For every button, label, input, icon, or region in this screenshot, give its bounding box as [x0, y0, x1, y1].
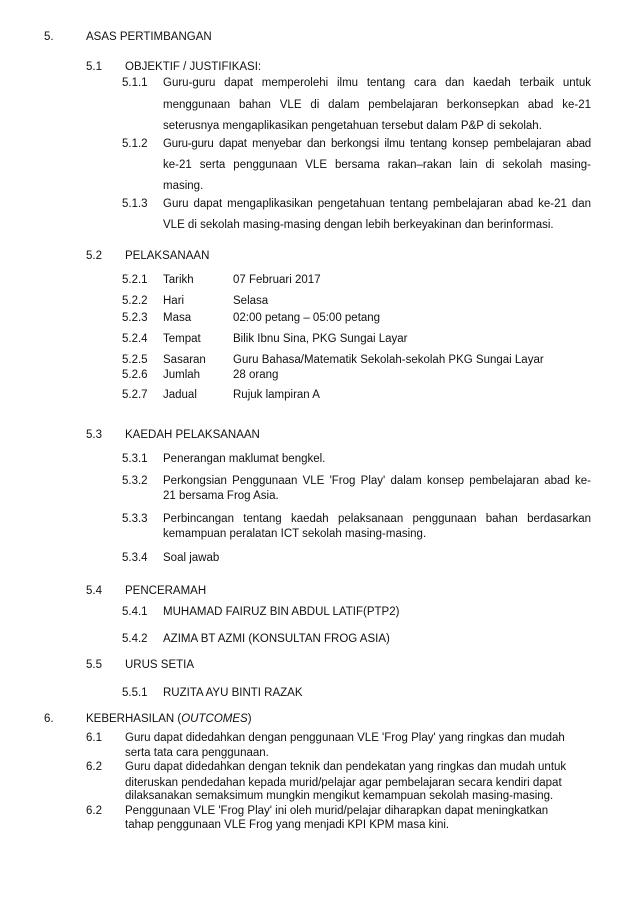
item-5-1-2-line: masing. [163, 180, 204, 192]
item-5-3-4-number: 5.3.4 [122, 552, 148, 564]
section-5-4-number: 5.4 [86, 585, 102, 597]
outcome-6-2-line: diteruskan pendedahan kepada murid/pelajar agar pembelajaran secara kendiri dapat [125, 777, 562, 789]
detail-5-2-5-value: Guru Bahasa/Matematik Sekolah-sekolah PKG Sungai Layar [233, 354, 544, 366]
detail-5-2-6-label: Jumlah [163, 369, 201, 381]
outcome-6-3-line: Penggunaan VLE 'Frog Play' ini oleh murid/pelajar diharapkan dapat meningkatkan [125, 805, 549, 817]
detail-5-2-3-label: Masa [163, 312, 192, 324]
outcome-6-1-number: 6.1 [86, 732, 102, 744]
speaker-5-4-2-name: AZIMA BT AZMI (KONSULTAN FROG ASIA) [163, 633, 390, 645]
item-5-3-1-line: Penerangan maklumat bengkel. [163, 453, 326, 465]
item-5-3-3-line: kemampuan peralatan ICT sekolah masing-masing. [163, 528, 427, 540]
outcome-6-2-line: Guru dapat didedahkan dengan teknik dan pendekatan yang ringkas dan mudah untuk [125, 761, 567, 773]
outcome-6-3-line: tahap penggunaan VLE Frog yang menjadi KPI KPM masa kini. [125, 819, 450, 831]
detail-5-2-6-number: 5.2.6 [122, 369, 148, 381]
section-6-title-italic: OUTCOMES [181, 713, 248, 725]
detail-5-2-5-number: 5.2.5 [122, 354, 148, 366]
detail-5-2-3-number: 5.2.3 [122, 312, 148, 324]
section-6-title [86, 712, 252, 726]
detail-5-2-2-value: Selasa [233, 295, 269, 307]
detail-5-2-1-number: 5.2.1 [122, 274, 148, 286]
item-5-3-2-line: 21 bersama Frog Asia. [163, 490, 279, 502]
outcome-6-2-number: 6.2 [86, 761, 102, 773]
section-5-title: ASAS PERTIMBANGAN [86, 31, 212, 43]
section-5-2-title: PELAKSANAAN [125, 250, 210, 262]
section-5-number: 5. [44, 31, 54, 43]
section-6-title-suffix: ) [247, 713, 252, 725]
item-5-3-1-number: 5.3.1 [122, 453, 148, 465]
section-6-title-prefix: KEBERHASILAN ( [86, 713, 182, 725]
speaker-5-4-2-number: 5.4.2 [122, 633, 148, 645]
detail-5-2-4-value: Bilik Ibnu Sina, PKG Sungai Layar [233, 333, 408, 345]
item-5-3-3-line: Perbincangan tentang kaedah pelaksanaan penggunaan bahan berdasarkan [163, 513, 591, 525]
detail-5-2-7-label: Jadual [163, 389, 197, 401]
outcome-6-2-line: dilaksanakan semaksimum mungkin mengikut kemampuan sekolah masing-masing. [125, 790, 554, 802]
detail-5-2-4-label: Tempat [163, 333, 201, 345]
item-5-1-3-line: Guru dapat mengaplikasikan pengetahuan tentang pembelajaran abad ke-21 dan [163, 198, 591, 210]
item-5-3-3-number: 5.3.3 [122, 513, 148, 525]
item-5-1-1-line: menggunaan bahan VLE di dalam pembelajaran berkonsepkan abad ke-21 [163, 99, 591, 111]
section-5-3-number: 5.3 [86, 429, 102, 441]
speaker-5-4-1-name: MUHAMAD FAIRUZ BIN ABDUL LATIF(PTP2) [163, 606, 400, 618]
detail-5-2-3-value: 02:00 petang – 05:00 petang [233, 312, 381, 324]
item-5-1-3-line: VLE di sekolah masing-masing dengan lebih berkeyakinan dan berinformasi. [163, 219, 554, 231]
detail-5-2-1-value: 07 Februari 2017 [233, 274, 321, 286]
item-5-1-1-line: Guru-guru dapat memperolehi ilmu tentang cara dan kaedah terbaik untuk [163, 77, 591, 89]
detail-5-2-5-label: Sasaran [163, 354, 206, 366]
item-5-1-1-line: seterusnya mengaplikasikan pengetahuan tersebut dalam P&P di sekolah. [163, 120, 542, 132]
item-5-3-2-number: 5.3.2 [122, 475, 148, 487]
secretariat-5-5-1-name: RUZITA AYU BINTI RAZAK [163, 687, 303, 699]
item-5-3-4-line: Soal jawab [163, 552, 220, 564]
item-5-1-2-line: ke-21 serta penggunaan VLE bersama rakan–rakan lain di sekolah masing- [163, 159, 591, 171]
detail-5-2-6-value: 28 orang [233, 369, 279, 381]
detail-5-2-2-label: Hari [163, 295, 185, 307]
section-5-2-number: 5.2 [86, 250, 102, 262]
section-5-1-title: OBJEKTIF / JUSTIFIKASI: [125, 61, 262, 73]
detail-5-2-2-number: 5.2.2 [122, 295, 148, 307]
item-5-1-2-line: Guru-guru dapat menyebar dan berkongsi ilmu tentang konsep pembelajaran abad [163, 138, 591, 150]
detail-5-2-7-number: 5.2.7 [122, 389, 148, 401]
detail-5-2-1-label: Tarikh [163, 274, 194, 286]
outcome-6-1-line: Guru dapat didedahkan dengan penggunaan VLE 'Frog Play' yang ringkas dan mudah [125, 732, 565, 744]
section-6-number: 6. [44, 713, 54, 725]
section-5-4-title: PENCERAMAH [125, 585, 207, 597]
section-5-5-title: URUS SETIA [125, 659, 195, 671]
detail-5-2-4-number: 5.2.4 [122, 333, 148, 345]
section-5-3-title: KAEDAH PELAKSANAAN [125, 429, 260, 441]
detail-5-2-7-value: Rujuk lampiran A [233, 389, 320, 401]
item-5-1-2-number: 5.1.2 [122, 138, 148, 150]
speaker-5-4-1-number: 5.4.1 [122, 606, 148, 618]
outcome-6-3-number: 6.2 [86, 805, 102, 817]
item-5-1-3-number: 5.1.3 [122, 198, 148, 210]
outcome-6-1-line: serta tata cara penggunaan. [125, 747, 269, 759]
secretariat-5-5-1-number: 5.5.1 [122, 687, 148, 699]
item-5-3-2-line: Perkongsian Penggunaan VLE 'Frog Play' dalam konsep pembelajaran abad ke- [163, 475, 591, 487]
section-5-1-number: 5.1 [86, 61, 102, 73]
section-5-5-number: 5.5 [86, 659, 102, 671]
item-5-1-1-number: 5.1.1 [122, 77, 148, 89]
